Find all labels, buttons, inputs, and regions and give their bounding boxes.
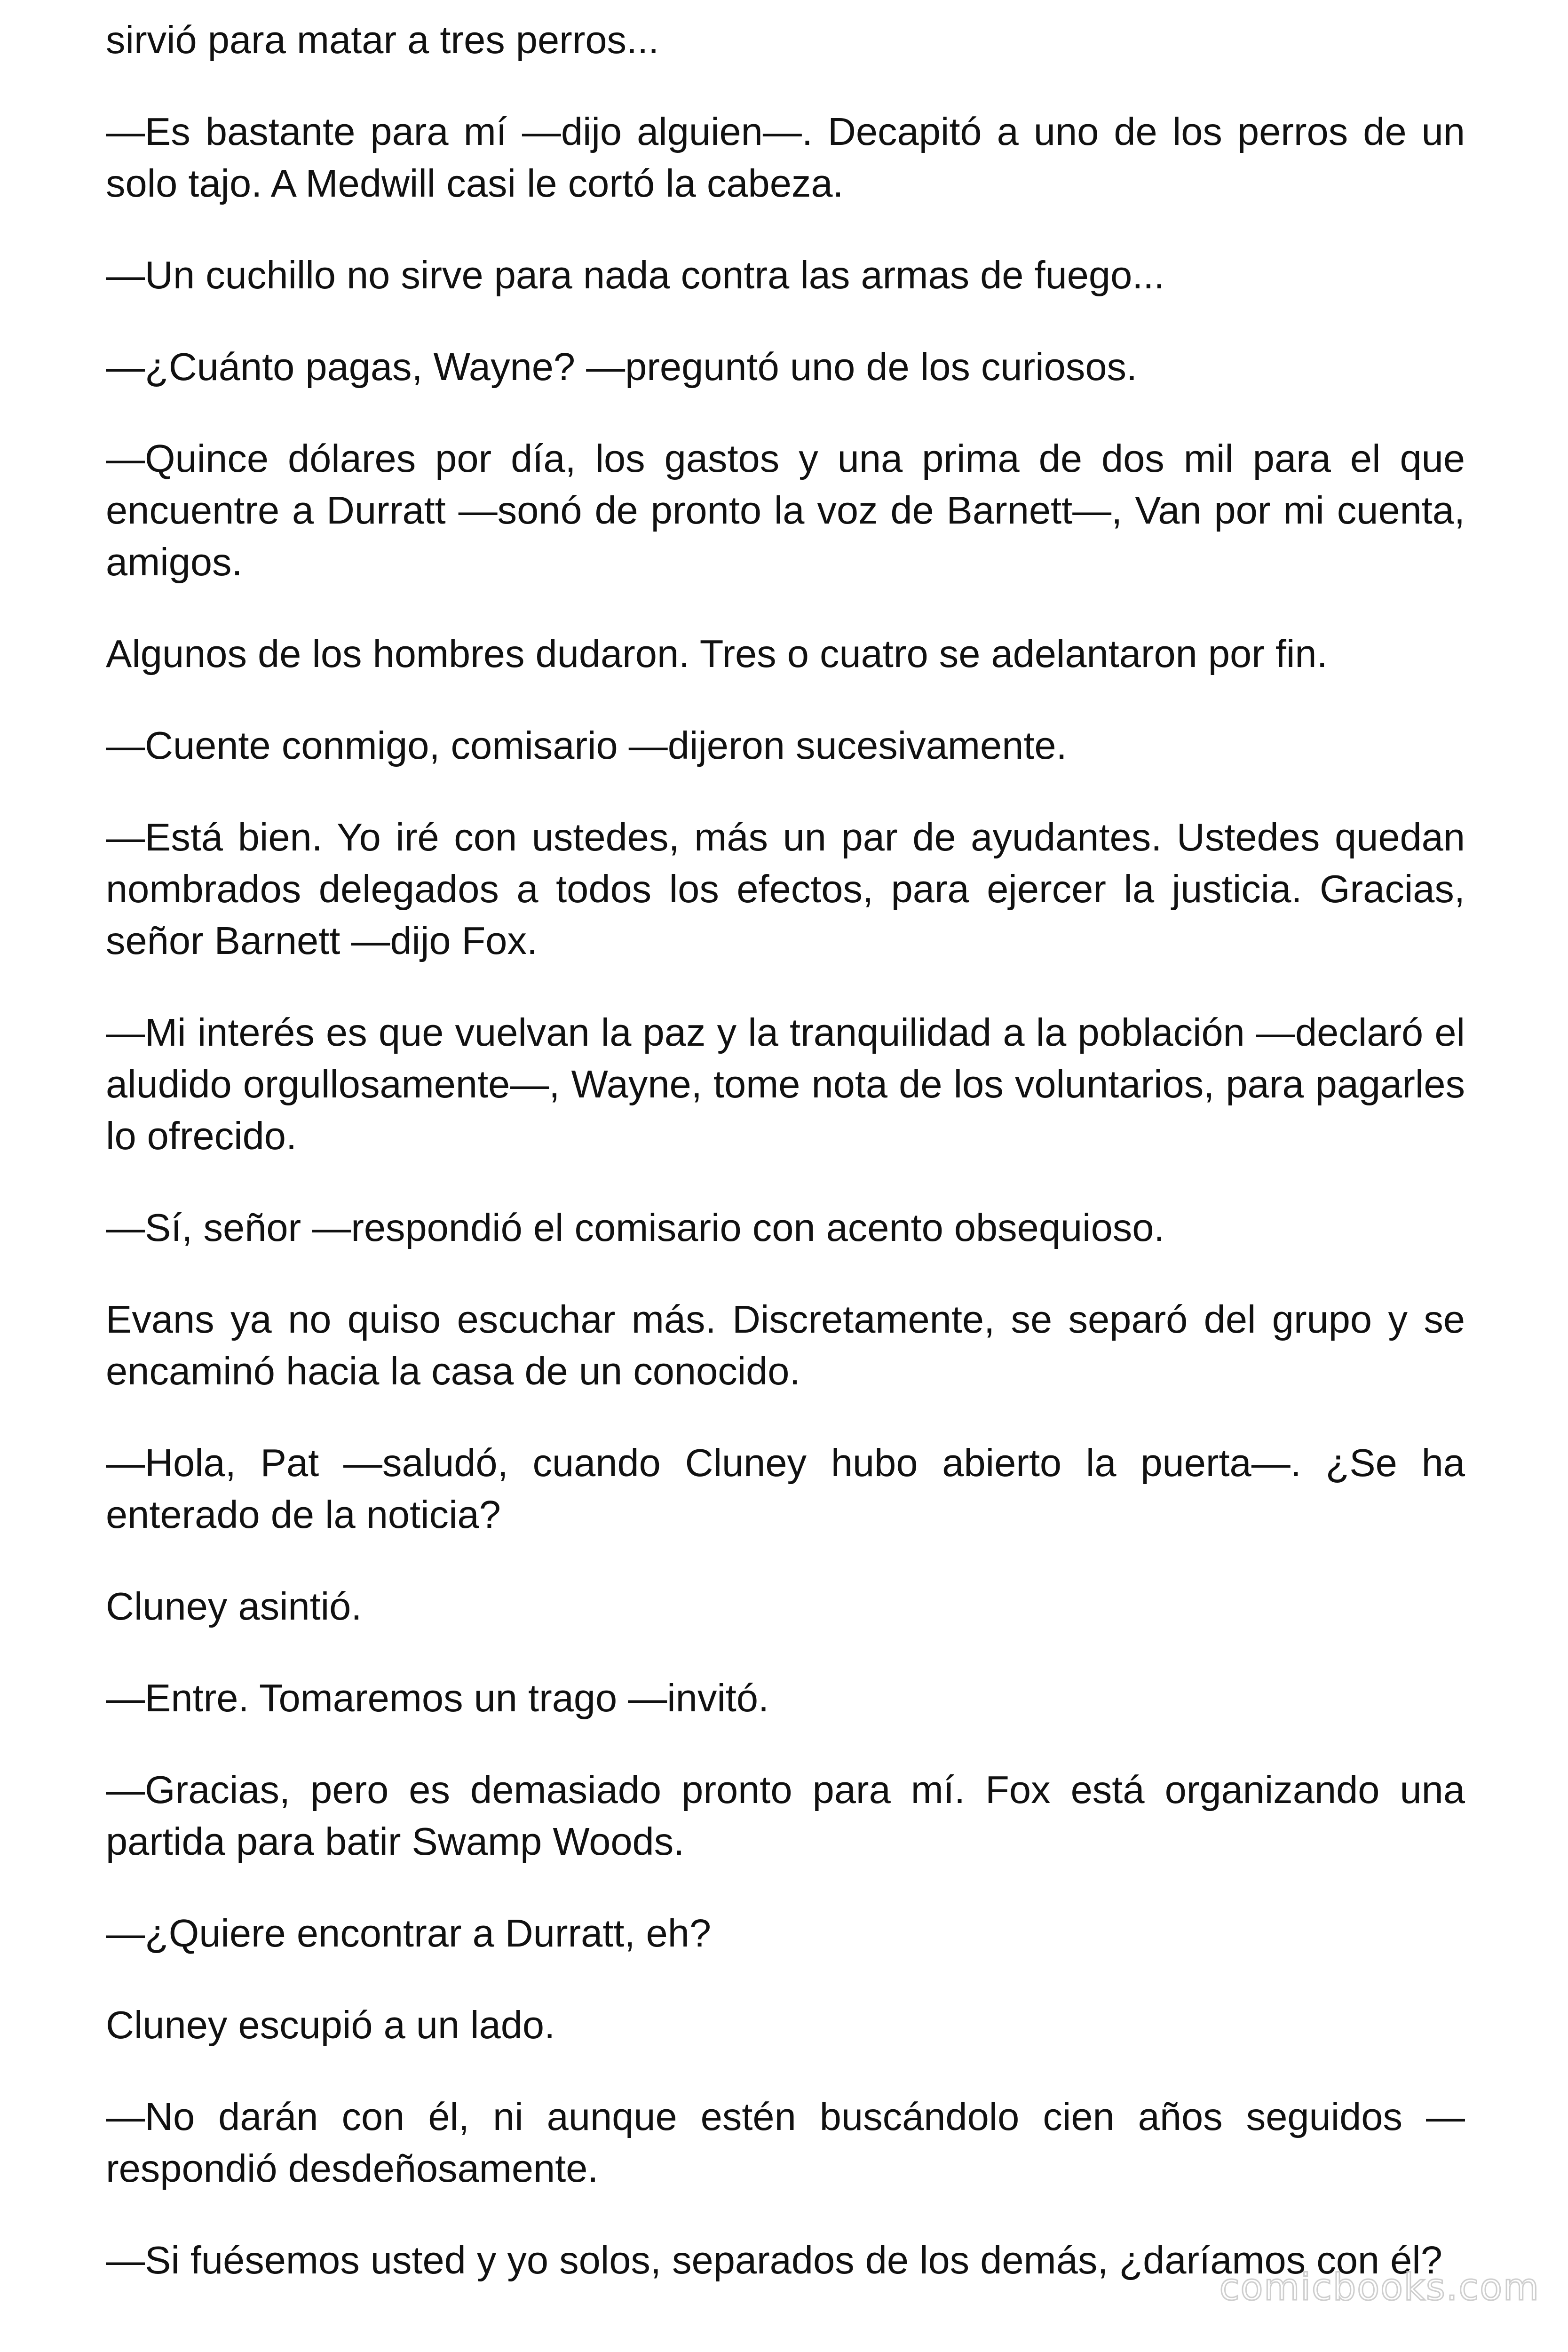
paragraph-10: —Sí, señor —respondió el comisario con acento obsequioso. [106, 1206, 1165, 1249]
paragraph-14: —Entre. Tomaremos un trago —invitó. [106, 1676, 769, 1720]
paragraph-19: —Si fuésemos usted y yo solos, separados de los demás, ¿daríamos con él? [106, 2238, 1442, 2282]
paragraph-17: Cluney escupió a un lado. [106, 2003, 555, 2047]
document-page [106, 14, 1465, 2286]
paragraph-16: —¿Quiere encontrar a Durratt, eh? [106, 1911, 712, 1955]
paragraph-2: —Es bastante para mí —dijo alguien—. Decapitó a uno de los perros de un solo tajo. A Medwill casi le cortó la cabeza. [106, 110, 1465, 205]
paragraph-15: —Gracias, pero es demasiado pronto para mí. Fox está organizando una partida para batir Swamp Woods. [106, 1768, 1465, 1863]
paragraph-9: —Mi interés es que vuelvan la paz y la tranquilidad a la población —declaró el aludido orgullosamente—, Wayne, tome nota de los voluntarios, para pagarles lo ofrecido. [106, 1010, 1465, 1158]
paragraph-6: Algunos de los hombres dudaron. Tres o cuatro se adelantaron por fin. [106, 632, 1328, 675]
paragraph-7: —Cuente conmigo, comisario —dijeron sucesivamente. [106, 723, 1067, 767]
paragraph-1: sirvió para matar a tres perros... [106, 18, 659, 62]
paragraph-18: —No darán con él, ni aunque estén buscándolo cien años seguidos —respondió desdeñosamente. [106, 2095, 1465, 2190]
paragraph-12: —Hola, Pat —saludó, cuando Cluney hubo abierto la puerta—. ¿Se ha enterado de la noticia? [106, 1441, 1465, 1536]
paragraph-8: —Está bien. Yo iré con ustedes, más un par de ayudantes. Ustedes quedan nombrados delegados a todos los efectos, para ejercer la justicia. Gracias, señor Barnett —dijo Fox. [106, 815, 1465, 962]
paragraph-4: —¿Cuánto pagas, Wayne? —preguntó uno de los curiosos. [106, 345, 1138, 389]
paragraph-11: Evans ya no quiso escuchar más. Discretamente, se separó del grupo y se encaminó hacia la casa de un conocido. [106, 1297, 1465, 1393]
watermark-text: comicbooks.com [1219, 2266, 1540, 2309]
paragraph-3: —Un cuchillo no sirve para nada contra las armas de fuego... [106, 253, 1165, 297]
paragraph-5: —Quince dólares por día, los gastos y una prima de dos mil para el que encuentre a Durratt —sonó de pronto la voz de Barnett—, Van por mi cuenta, amigos. [106, 437, 1465, 584]
paragraph-13: Cluney asintió. [106, 1584, 362, 1628]
